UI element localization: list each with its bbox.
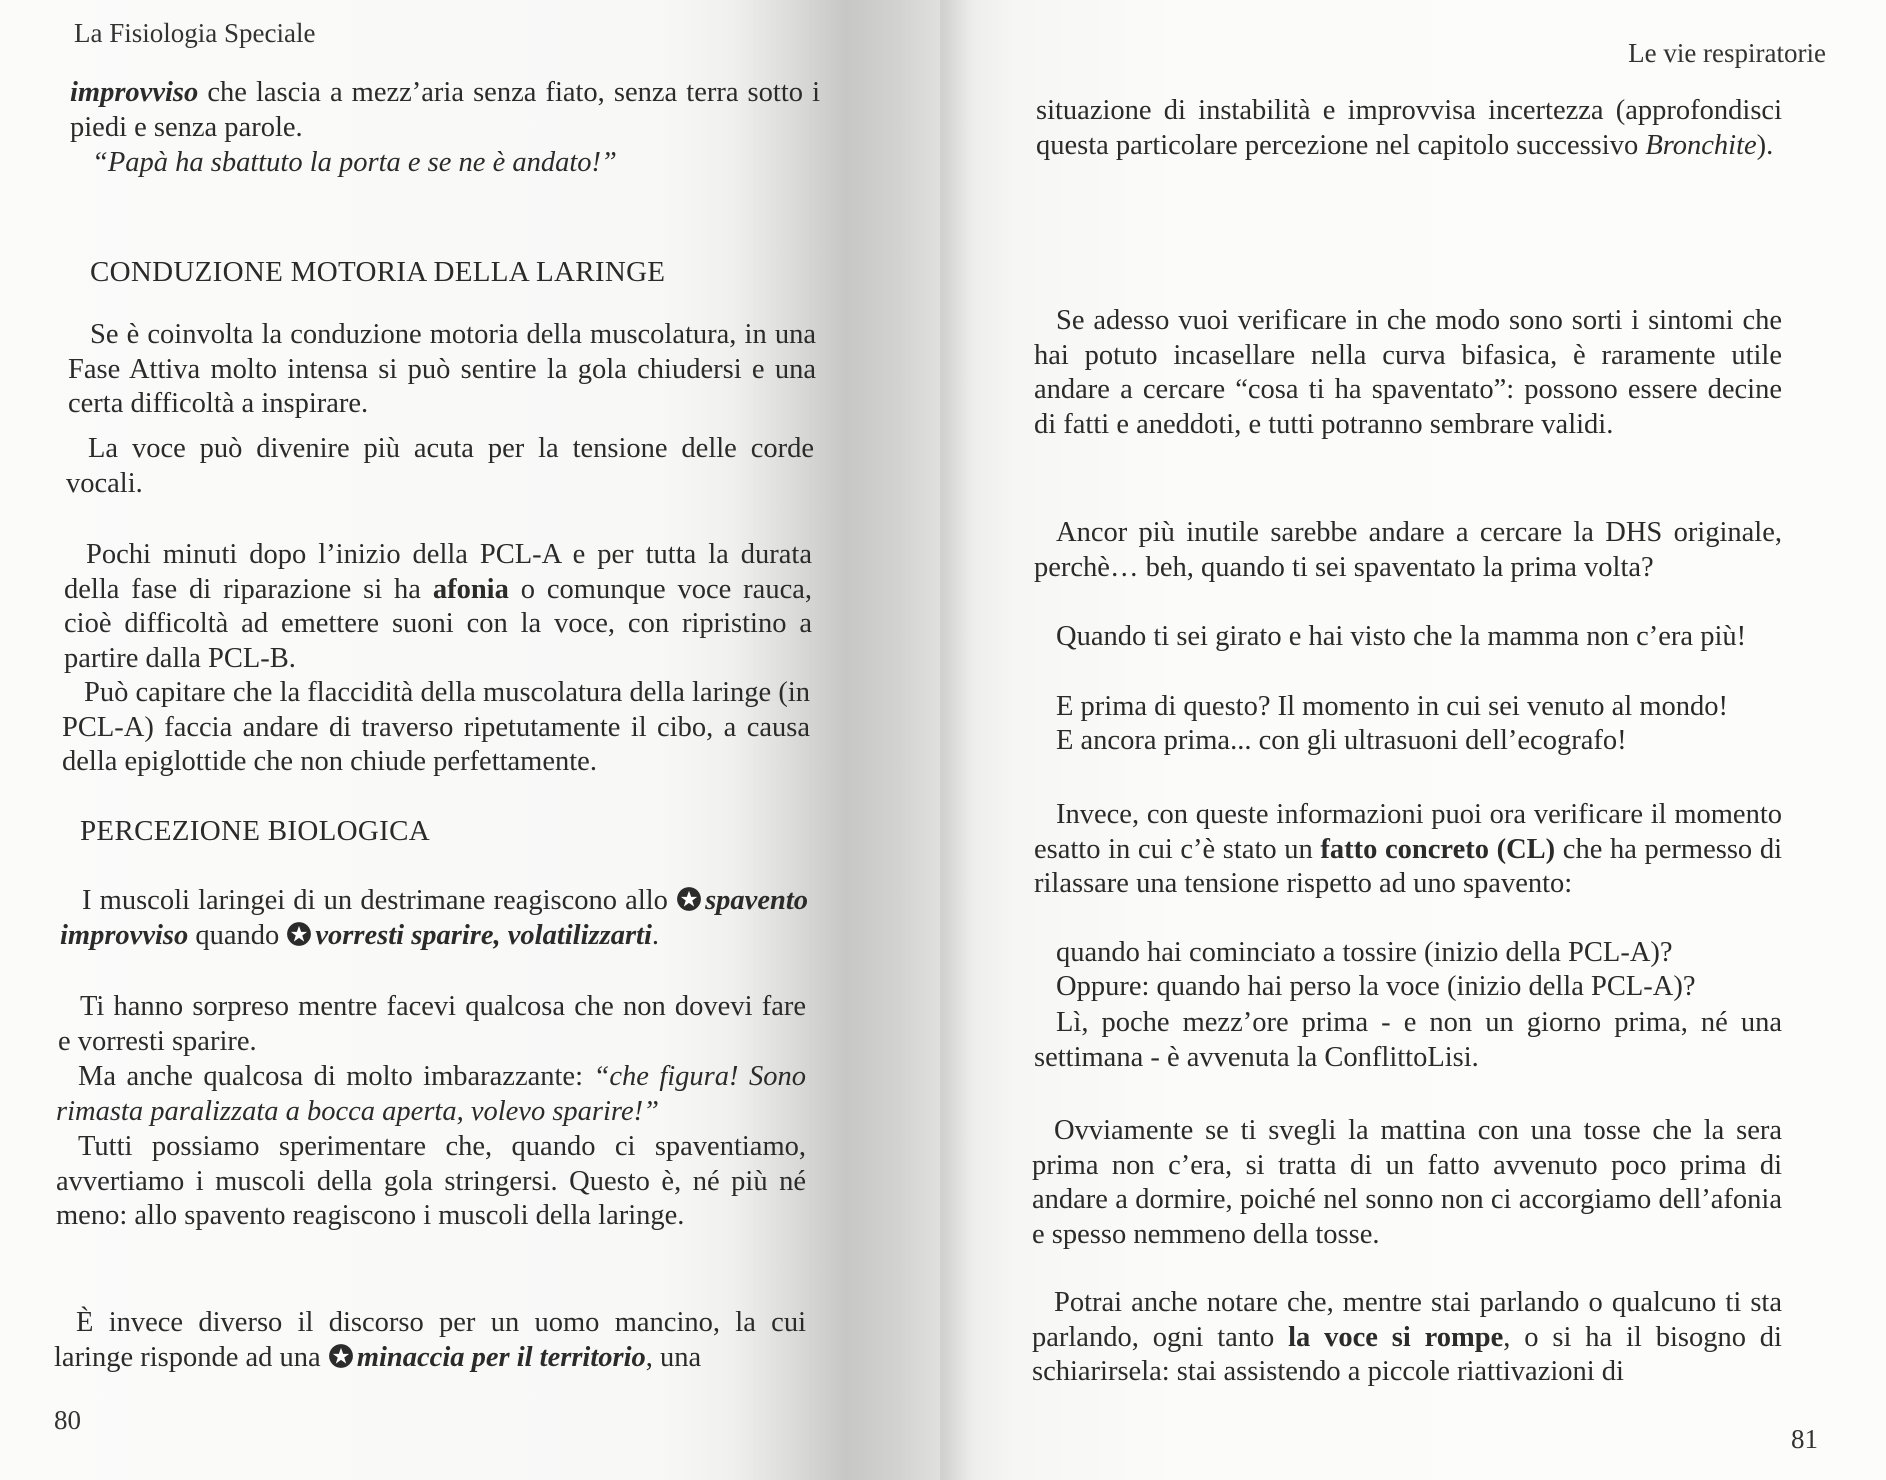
right-p1-italic: Bronchite [1645, 129, 1757, 161]
star-bullet-icon [676, 886, 702, 912]
right-page [940, 0, 1886, 1480]
right-p10-text: Lì, poche mezz’ore prima - e non un giorno prima, né una settimana - è avvenuta la ConflittoLisi. [1034, 1007, 1782, 1073]
left-p1-text: che lascia a mezz’aria senza fiato, senza terra sotto i piedi e senza parole. [70, 77, 820, 143]
left-paragraph-3 [68, 318, 816, 422]
right-paragraph-6 [1034, 724, 1794, 759]
left-p11-bold-italic: minaccia per il territorio [356, 1341, 646, 1373]
right-paragraph-3 [1034, 516, 1782, 585]
left-p5-text-b: o comunque voce rauca, cioè difficoltà ad emettere suoni con la voce, con ripristino a partire dalla PCL-B. [64, 573, 812, 674]
right-paragraph-1 [1036, 94, 1782, 163]
right-p3-text: Ancor più inutile sarebbe andare a cercare la DHS originale, perchè… beh, quando ti sei spaventato la prima volta? [1034, 517, 1782, 583]
left-p4-text: La voce può divenire più acuta per la tensione delle corde vocali. [66, 433, 814, 499]
left-p2-quote: “Papà ha sbattuto la porta e se ne è andato!” [92, 147, 617, 178]
right-paragraph-2 [1034, 304, 1782, 442]
right-p12-text-a: Potrai anche notare che, mentre stai parlando o qualcuno ti sta parlando, ogni tanto [1032, 1287, 1782, 1353]
left-p7-text-b: quando [188, 919, 287, 951]
right-p7-text-b: che ha permesso di rilassare una tensione rispetto ad uno spavento: [1034, 833, 1782, 899]
right-p12-bold: la voce si rompe [1288, 1321, 1504, 1353]
right-p12-text-b: , o si ha il bisogno di schiarirsela: stai assistendo a piccole riattivazioni di [1032, 1321, 1782, 1387]
left-p1-bold: improvviso [70, 77, 199, 108]
left-p10-text: Tutti possiamo sperimentare che, quando ci spaventiamo, avvertiamo i muscoli della gola stringersi. Questo è, né più né meno: allo spavento reagiscono i muscoli della laringe. [56, 1131, 806, 1231]
right-p7-text-a: Invece, con queste informazioni puoi ora verificare il momento esatto in cui c’è stato un [1034, 799, 1782, 865]
right-paragraph-4 [1034, 620, 1782, 655]
left-p9-quote: “che figura! Sono rimasta paralizzata a bocca aperta, volevo sparire!” [56, 1061, 806, 1127]
left-p7-bold-italic-1: spavento improvviso [60, 885, 808, 951]
left-paragraph-5 [64, 538, 812, 676]
right-p1-text-b: ). [1756, 129, 1774, 161]
right-p5-text: E prima di questo? Il momento in cui sei venuto al mondo! [1056, 691, 1728, 722]
right-p4-text: Quando ti sei girato e hai visto che la mamma non c’era più! [1056, 621, 1747, 652]
right-paragraph-8 [1034, 936, 1794, 971]
left-p7-text-c: . [651, 919, 660, 951]
left-paragraph-8 [58, 990, 806, 1059]
right-p9-text: Oppure: quando hai perso la voce (inizio della PCL-A)? [1056, 971, 1696, 1002]
left-p5-bold: afonia [432, 573, 509, 605]
right-p1-text-a: situazione di instabilità e improvvisa incertezza (approfondisci questa particolare percezione nel capitolo successivo [1036, 95, 1782, 161]
left-p7-text-a: I muscoli laringei di un destrimane reagiscono allo [82, 885, 677, 916]
right-paragraph-12 [1032, 1286, 1782, 1390]
right-page-number: 81 [1791, 1424, 1818, 1454]
left-p11-text-a: È invece diverso il discorso per un uomo mancino, la cui laringe risponde ad una [54, 1307, 806, 1373]
right-p8-text: quando hai cominciato a tossire (inizio della PCL-A)? [1056, 937, 1673, 968]
left-paragraph-2 [70, 146, 820, 181]
right-p11-text: Ovviamente se ti svegli la mattina con una tosse che la sera prima non c’era, si tratta di un fatto avvenuto poco prima di andare a dormire, poiché nel sonno non ci accorgiamo dell’afonia e spesso nemmeno della tosse. [1032, 1115, 1782, 1250]
right-paragraph-11 [1032, 1114, 1782, 1252]
right-p7-bold: fatto concreto (CL) [1320, 833, 1556, 865]
left-p9-text: Ma anche qualcosa di molto imbarazzante: [78, 1061, 594, 1092]
left-p8-text: Ti hanno sorpreso mentre facevi qualcosa che non dovevi fare e vorresti sparire. [58, 991, 806, 1057]
left-heading-conduzione: CONDUZIONE MOTORIA DELLA LARINGE [90, 256, 666, 288]
left-paragraph-4 [66, 432, 814, 501]
left-paragraph-10 [56, 1130, 806, 1234]
star-bullet-icon [286, 921, 312, 947]
star-bullet-icon [328, 1343, 354, 1369]
right-p6-text: E ancora prima... con gli ultrasuoni dell’ecografo! [1056, 725, 1627, 756]
left-paragraph-6 [62, 676, 810, 780]
book-gutter [905, 0, 975, 1480]
right-p2-text: Se adesso vuoi verificare in che modo sono sorti i sintomi che hai potuto incasellare nella curva bifasica, è raramente utile andare a cercare “cosa ti ha spaventato”: possono essere decine di fatti e aneddoti, e tutti potranno sembrare validi. [1034, 305, 1782, 440]
left-p5-text-a: Pochi minuti dopo l’inizio della PCL-A e per tutta la durata della fase di riparazione si ha [64, 539, 812, 605]
left-page-number: 80 [54, 1405, 81, 1435]
right-running-head: Le vie respiratorie [1628, 38, 1826, 68]
left-paragraph-11 [54, 1306, 806, 1375]
right-paragraph-5 [1034, 690, 1794, 725]
right-paragraph-10 [1034, 1006, 1782, 1075]
left-p6-text: Può capitare che la flaccidità della muscolatura della laringe (in PCL-A) faccia andare di traverso ripetutamente il cibo, a causa della epiglottide che non chiude perfettamente. [62, 677, 810, 777]
left-paragraph-7 [60, 884, 808, 953]
left-paragraph-9 [56, 1060, 806, 1129]
right-paragraph-7 [1034, 798, 1782, 902]
left-heading-percezione: PERCEZIONE BIOLOGICA [80, 815, 430, 847]
left-page [0, 0, 940, 1480]
left-running-head: La Fisiologia Speciale [74, 18, 316, 48]
left-p11-text-b: , una [645, 1341, 702, 1373]
left-p7-bold-italic-2: vorresti sparire, volatilizzarti [315, 919, 652, 951]
left-paragraph-1 [70, 76, 820, 145]
left-p3-text: Se è coinvolta la conduzione motoria della muscolatura, in una Fase Attiva molto intensa si può sentire la gola chiudersi e una certa difficoltà a inspirare. [68, 319, 816, 419]
right-paragraph-9 [1034, 970, 1794, 1005]
